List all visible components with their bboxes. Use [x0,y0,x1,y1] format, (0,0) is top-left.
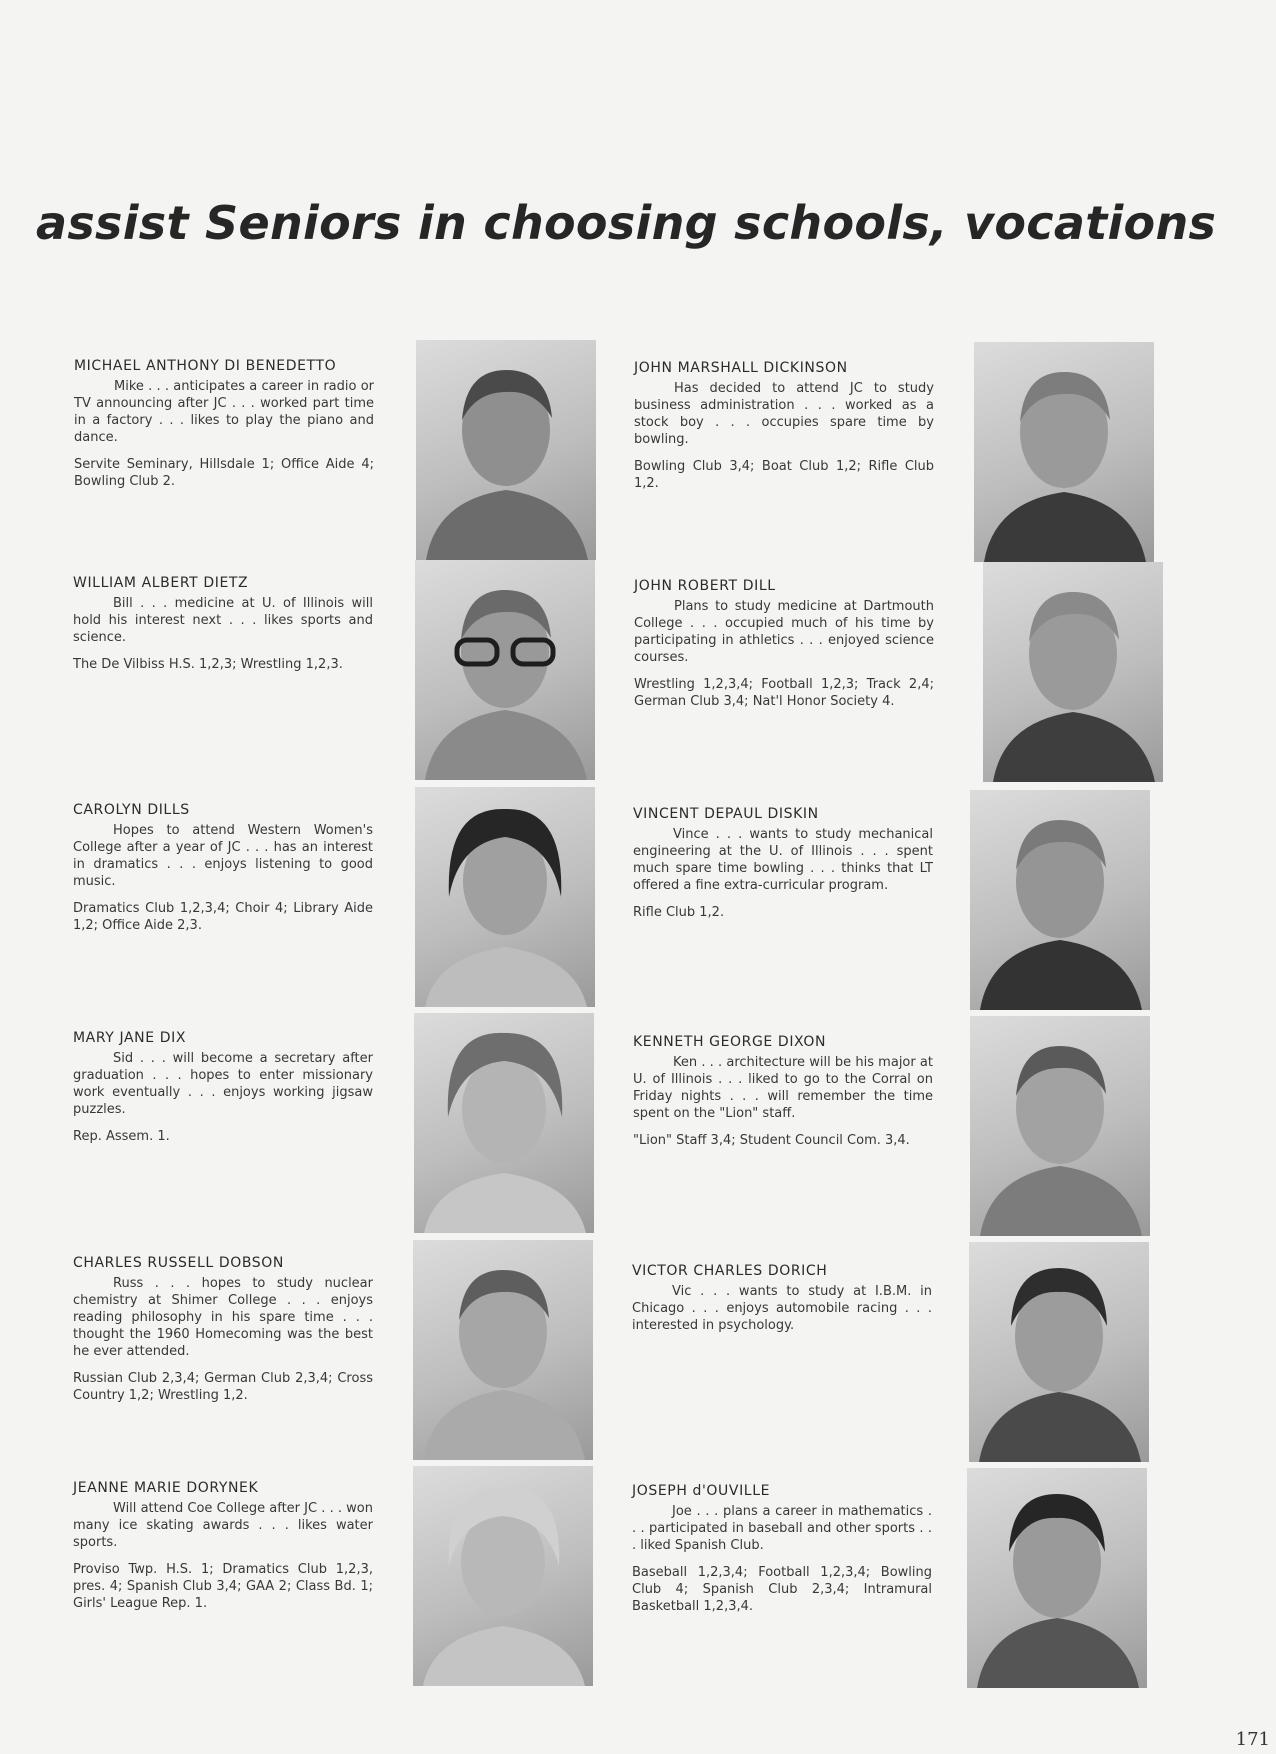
senior-activities: Russian Club 2,3,4; German Club 2,3,4; Cross Country 1,2; Wrestling 1,2. [73,1371,373,1403]
senior-name: VICTOR CHARLES DORICH [632,1263,828,1279]
senior-portrait [413,1466,593,1686]
senior-name: MICHAEL ANTHONY DI BENEDETTO [74,358,337,374]
senior-portrait [414,1013,594,1233]
senior-activities: Bowling Club 3,4; Boat Club 1,2; Rifle Club 1,2. [634,459,934,491]
senior-portrait [969,1242,1149,1462]
senior-name: MARY JANE DIX [73,1030,187,1046]
senior-name: WILLIAM ALBERT DIETZ [73,575,249,591]
senior-bio: Vince . . . wants to study mechanical engineering at the U. of Illinois . . . spent much spare time bowling . . . thinks that LT offered a fine extra-curricular program. [633,827,933,893]
senior-name: VINCENT DEPAUL DISKIN [633,806,819,822]
senior-portrait [974,342,1154,562]
senior-bio: Hopes to attend Western Women's College after a year of JC . . . has an interest in dramatics . . . enjoys listening to good music. [73,823,373,889]
senior-bio: Will attend Coe College after JC . . . won many ice skating awards . . . likes water sports. [73,1501,373,1550]
senior-entry [74,358,374,490]
senior-activities: Proviso Twp. H.S. 1; Dramatics Club 1,2,3, pres. 4; Spanish Club 3,4; GAA 2; Class Bd. 1; Girls' League Rep. 1. [73,1562,373,1611]
senior-entry [73,1030,373,1145]
senior-entry [73,1255,373,1404]
senior-activities: Servite Seminary, Hillsdale 1; Office Aide 4; Bowling Club 2. [74,457,374,489]
senior-name: JOHN MARSHALL DICKINSON [634,360,848,376]
senior-bio: Plans to study medicine at Dartmouth College . . . occupied much of his time by participating in athletics . . . enjoyed science courses. [634,599,934,665]
senior-name: CHARLES RUSSELL DOBSON [73,1255,284,1271]
senior-entry [73,1480,373,1612]
senior-entry [73,802,373,934]
senior-activities: Rep. Assem. 1. [73,1129,170,1144]
senior-name: JOHN ROBERT DILL [634,578,776,594]
senior-bio: Russ . . . hopes to study nuclear chemistry at Shimer College . . . enjoys reading philosophy in his spare time . . . thought the 1960 Homecoming was the best he ever attended. [73,1276,373,1359]
senior-name: KENNETH GEORGE DIXON [633,1034,827,1050]
senior-activities: Rifle Club 1,2. [633,905,725,920]
senior-activities: Dramatics Club 1,2,3,4; Choir 4; Library Aide 1,2; Office Aide 2,3. [73,901,373,933]
senior-portrait [983,562,1163,782]
senior-bio: Mike . . . anticipates a career in radio or TV announcing after JC . . . worked part time in a factory . . . likes to play the piano and dance. [74,379,374,445]
senior-bio: Bill . . . medicine at U. of Illinois will hold his interest next . . . likes sports and science. [73,596,373,645]
senior-bio: Has decided to attend JC to study business administration . . . worked as a stock boy . . . occupies spare time by bowling. [634,381,934,447]
senior-entry [73,575,373,673]
senior-portrait [415,560,595,780]
senior-portrait [415,787,595,1007]
senior-bio: Ken . . . architecture will be his major at U. of Illinois . . . liked to go to the Corral on Friday nights . . . will remember the time spent on the "Lion" staff. [633,1055,933,1121]
senior-bio: Sid . . . will become a secretary after graduation . . . hopes to enter missionary work eventually . . . enjoys working jigsaw puzzles. [73,1051,373,1117]
senior-portrait [970,790,1150,1010]
senior-portrait [970,1016,1150,1236]
senior-bio: Vic . . . wants to study at I.B.M. in Chicago . . . enjoys automobile racing . . . interested in psychology. [632,1284,932,1333]
senior-entry [634,578,934,710]
senior-entry [633,1034,933,1149]
senior-activities: "Lion" Staff 3,4; Student Council Com. 3,4. [633,1133,910,1148]
senior-name: JOSEPH d'OUVILLE [632,1483,771,1499]
senior-entry [633,806,933,921]
page-number: 171 [1235,1729,1270,1750]
senior-portrait [967,1468,1147,1688]
page-title: assist Seniors in choosing schools, vocations [36,196,1217,250]
senior-entry [632,1483,932,1615]
senior-activities: Wrestling 1,2,3,4; Football 1,2,3; Track 2,4; German Club 3,4; Nat'l Honor Society 4. [634,677,934,709]
senior-portrait [416,340,596,560]
senior-activities: The De Vilbiss H.S. 1,2,3; Wrestling 1,2,3. [73,657,343,672]
senior-entry [634,360,934,492]
senior-activities: Baseball 1,2,3,4; Football 1,2,3,4; Bowling Club 4; Spanish Club 2,3,4; Intramural Basketball 1,2,3,4. [632,1565,932,1614]
senior-bio: Joe . . . plans a career in mathematics . . . participated in baseball and other sports . . . liked Spanish Club. [632,1504,932,1553]
senior-name: JEANNE MARIE DORYNEK [73,1480,259,1496]
senior-name: CAROLYN DILLS [73,802,190,818]
senior-entry [632,1263,932,1344]
senior-portrait [413,1240,593,1460]
